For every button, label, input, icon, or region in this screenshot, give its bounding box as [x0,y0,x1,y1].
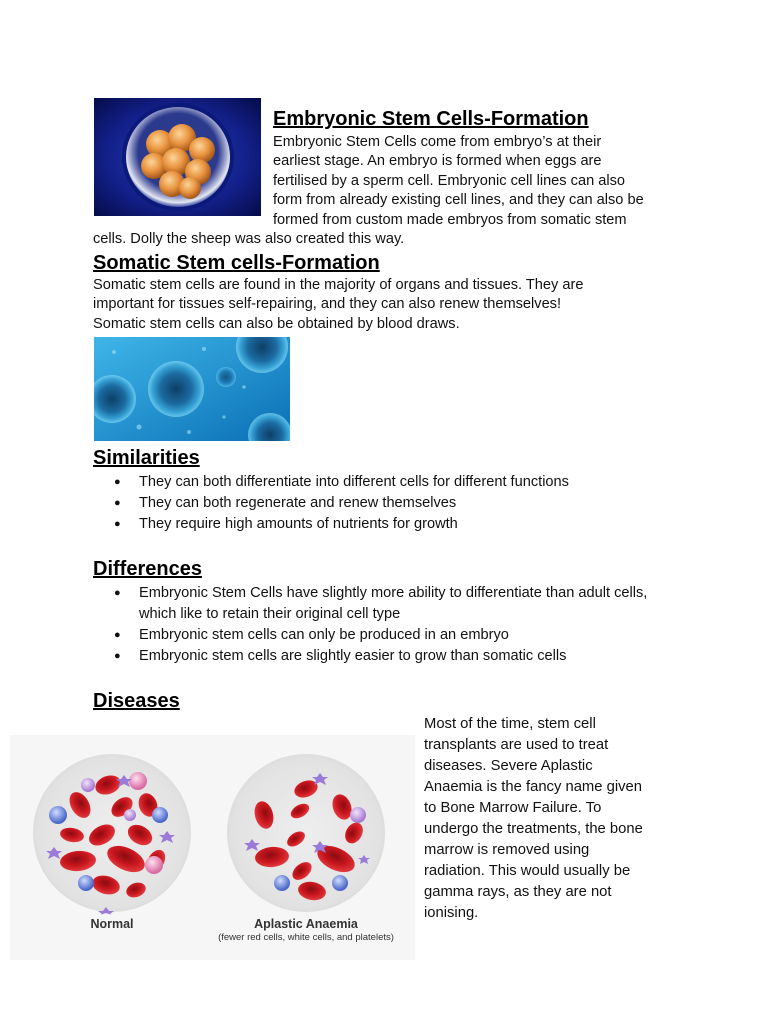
aplastic-anaemia-sublabel: (fewer red cells, white cells, and platelets) [218,932,394,943]
text-line: Somatic stem cells can also be obtained by blood draws. [93,315,460,332]
blue-cells-microscope-image [94,337,290,441]
list-item: ● Embryonic stem cells are slightly easier to grow than somatic cells [93,646,668,667]
similarities-list [93,472,693,535]
text-line: fertilised by a sperm cell. Embryonic cell lines can also [273,172,626,189]
normal-blood-sample [33,754,191,915]
list-item: ● They can both regenerate and renew themselves [93,493,693,514]
somatic-image [94,337,290,441]
text-line: diseases. Severe Aplastic [424,758,593,774]
text-line: cells. Dolly the sheep was also created this way. [93,231,405,247]
blood-cells-illustration [10,735,415,915]
somatic-title: Somatic Stem cells-Formation [93,252,380,274]
similarities-title: Similarities [93,447,200,469]
embryonic-title: Embryonic Stem Cells-Formation [273,108,589,130]
diseases-title: Diseases [93,690,180,712]
text-line: important for tissues self-repairing, and they can also renew themselves! [93,296,562,313]
list-item: ● Embryonic stem cells can only be produced in an embryo [93,625,668,646]
differences-list [93,583,668,667]
aplastic-anaemia-label: Aplastic Anaemia [254,917,358,931]
text-line: formed from custom made embryos from somatic stem [273,211,627,228]
text-line: ionising. [424,905,479,921]
text-line: earliest stage. An embryo is formed when eggs are [273,153,602,170]
text-line: Embryonic Stem Cells come from embryo’s at their [273,134,602,150]
differences-title: Differences [93,558,202,580]
text-line: Somatic stem cells are found in the majority of organs and tissues. They are [93,277,584,293]
text-line: to Bone Marrow Failure. To [424,800,602,816]
aplastic-anaemia-blood-sample [227,754,385,912]
normal-label: Normal [90,917,134,931]
blood-cells-figure [10,735,415,960]
text-line: form from already existing cell lines, and they can also be [273,192,644,209]
embryo-image [94,98,261,216]
text-line: marrow is removed using [424,842,590,858]
text-line: gamma rays, as they are not [424,884,612,900]
diseases-text [424,714,724,924]
text-line: radiation. This would usually be [424,863,631,879]
text-line: transplants are used to treat [424,737,609,753]
embryo-microscope-image [94,98,261,216]
text-line: Anaemia is the fancy name given [424,779,642,795]
list-item: ● Embryonic Stem Cells have slightly more ability to differentiate than adult cells, which like to retain their original cell type [93,583,668,625]
list-item: ● They require high amounts of nutrients for growth [93,514,693,535]
somatic-text [93,276,693,334]
embryonic-text [273,133,693,230]
text-line: undergo the treatments, the bone [424,821,643,837]
text-line: Most of the time, stem cell [424,716,596,732]
list-item: ● They can both differentiate into different cells for different functions [93,472,693,493]
